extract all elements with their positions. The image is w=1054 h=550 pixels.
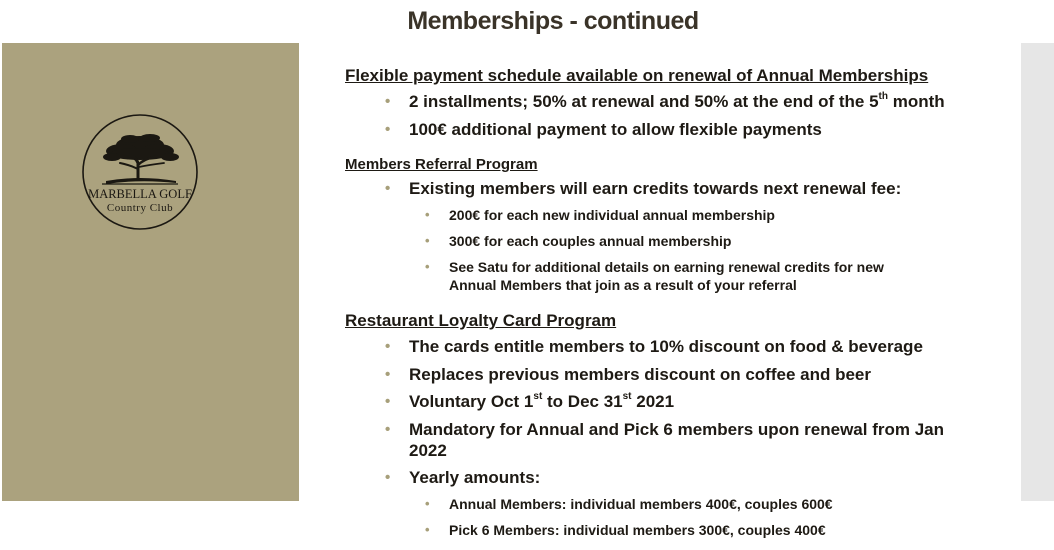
subbullet-annual-members: • Annual Members: individual members 400€, couples 600€: [449, 495, 833, 513]
bullet-voluntary: [409, 391, 674, 412]
bullet-text: 2 installments; 50% at renewal and 50% at the end of the 5: [409, 92, 879, 111]
subbullet-200: • 200€ for each new individual annual membership: [449, 206, 775, 224]
bullet-line: 2022: [409, 441, 447, 460]
subbullet-pick6-members: • Pick 6 Members: individual members 300€, couples 400€: [449, 521, 826, 539]
bullet-text: Voluntary Oct 1: [409, 392, 534, 411]
section-heading-referral: Members Referral Program: [345, 156, 538, 173]
bullet-text: 2021: [631, 392, 675, 411]
bullet-replaces-discount: • Replaces previous members discount on coffee and beer: [409, 364, 871, 385]
subbullet-300: • 300€ for each couples annual membership: [449, 232, 731, 250]
superscript: st: [533, 391, 543, 403]
subbullet-see-satu: [449, 258, 884, 294]
bullet-cards-discount: • The cards entitle members to 10% discount on food & beverage: [409, 336, 923, 357]
superscript: st: [622, 391, 632, 403]
bullet-existing-members: • Existing members will earn credits towards next renewal fee:: [409, 178, 901, 199]
page-title: Memberships - continued: [407, 7, 699, 35]
logo-line2: Country Club: [106, 202, 174, 214]
bullet-text: month: [887, 92, 945, 111]
bullet-text: to Dec 31: [542, 392, 623, 411]
subbullet-line: • See Satu for additional details on earning renewal credits for new: [449, 259, 884, 275]
section-heading-payment: Flexible payment schedule available on renewal of Annual Memberships: [345, 66, 929, 85]
bullet-mandatory: [409, 419, 944, 461]
superscript: th: [878, 91, 888, 103]
bullet-yearly-amounts: • Yearly amounts:: [409, 467, 540, 488]
bullet-line: • Mandatory for Annual and Pick 6 members upon renewal from Jan: [409, 420, 944, 439]
bullet-installments: [409, 91, 945, 112]
subbullet-line: Annual Members that join as a result of your referral: [449, 277, 797, 293]
bullet-additional-payment: • 100€ additional payment to allow flexible payments: [409, 119, 822, 140]
logo-line1: MARBELLA GOLF: [88, 187, 192, 201]
section-heading-loyalty: Restaurant Loyalty Card Program: [345, 311, 617, 330]
